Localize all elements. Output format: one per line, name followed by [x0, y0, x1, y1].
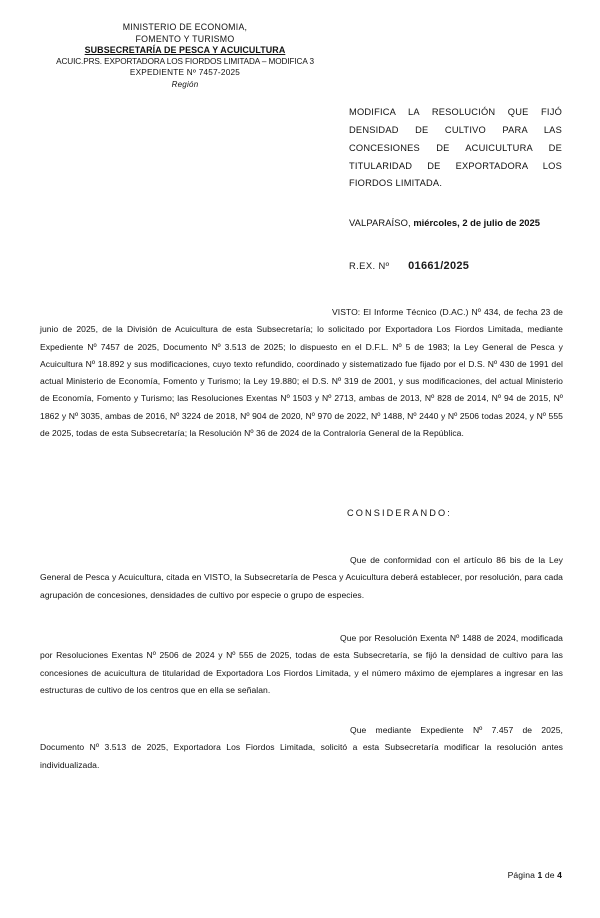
- footer-page-current: 1: [537, 870, 543, 880]
- resolution-title: MODIFICA LA RESOLUCIÓN QUE FIJÓ DENSIDAD DE CULTIVO PARA LAS CONCESIONES DE ACUICULTURA DE TITULARIDAD DE EXPORTADORA LOS FIORDOS LIMITADA.: [349, 107, 562, 189]
- considerando-item-1: [40, 552, 563, 604]
- expediente-number: EXPEDIENTE Nº 7457-2025: [129, 67, 241, 77]
- place-city: VALPARAÍSO,: [349, 217, 411, 228]
- considerando-1-body: de la Ley General de Pesca y Acuicultura, citada en VISTO, la Subsecretaría de Pesca y Acuicultura deberá establecer, por resolución, para cada agrupación de concesiones, densidades de cultivo por especie o grupo de especies.: [40, 555, 564, 600]
- footer-page-total: 4: [557, 870, 562, 880]
- considerando-item-2: [40, 630, 563, 699]
- considerando-2-body: 2024, modificada por Resoluciones Exentas Nº 2506 de 2024 y Nº 555 de 2025, todas de esta Subsecretaría, se fijó la densidad de cultivo para las concesiones de acuicultura de titularidad de Exportadora Los Fiordos Limitada, y el número máximo de ejemplares a ingresar en las estructuras de cultivo de los centros que en ella se señalan.: [40, 633, 563, 695]
- ministry-line-1: MINISTERIO DE ECONOMIA,: [122, 22, 248, 32]
- letterhead: [30, 22, 340, 90]
- considerando-heading: CONSIDERANDO:: [347, 508, 452, 518]
- resolution-number-row: [349, 260, 569, 272]
- considerando-2-lead: Que por Resolución Exenta Nº 1488 de: [340, 633, 494, 643]
- considerando-3-body: 2025, Documento Nº 3.513 de 2025, Exportadora Los Fiordos Limitada, solicitó a esta Subsecretaría modificar la resolución antes individualizada.: [40, 725, 563, 770]
- organization-name: SUBSECRETARÍA DE PESCA Y ACUICULTURA: [84, 45, 286, 56]
- page-footer: [508, 870, 562, 880]
- place-and-date: [349, 217, 569, 228]
- visto-body: fecha 23 de junio de 2025, de la División de Acuicultura de esta Subsecretaría; lo solicitado por Exportadora Los Fiordos Limitada, mediante Expediente Nº 7457 de 2025, Documento Nº 3.513 de 2025; lo dispuesto en el D.F.L. Nº 5 de 1983; la Ley General de Pesca y Acuicultura Nº 18.892 y sus modificaciones, cuyo texto refundido, coordinado y sistematizado fue fijado por el D.S. Nº 430 de 1991 del actual Ministerio de Economía, Fomento y Turismo; la Ley 19.880; el D.S. Nº 319 de 2001, y sus modificaciones, del actual Ministerio de Economía, Fomento y Turismo; las Resoluciones Exentas Nº 1503 y Nº 2713, ambas de 2013, Nº 828 de 2014, Nº 94 de 2015, Nº 1862 y Nº 3035, ambas de 2016, Nº 3224 de 2018, Nº 904 de 2020, Nº 970 de 2022, Nº 1488, Nº 2440 y Nº 2506 todas 2024, y Nº 555 de 2025, todas de esta Subsecretaría; la Resolución Nº 36 de 2024 de la Contraloría General de la República.: [40, 307, 563, 438]
- visto-lead: VISTO: El Informe Técnico (D.AC.) Nº 434, de: [332, 307, 514, 317]
- footer-page-of: de: [544, 870, 555, 880]
- footer-page-label: Página: [507, 870, 535, 880]
- resolution-number-value: 01661/2025: [408, 260, 470, 272]
- ministry-line-2: FOMENTO Y TURISMO: [135, 33, 235, 44]
- considerando-1-lead: Que de conformidad con el artículo 86 bis: [350, 555, 521, 565]
- considerando-item-3: [40, 722, 563, 774]
- issue-date: miércoles, 2 de julio de 2025: [413, 217, 540, 228]
- considerando-3-lead: Que mediante Expediente Nº 7.457 de: [350, 725, 533, 735]
- region-label: Región: [171, 79, 199, 89]
- resolution-number-label: R.EX. Nº: [349, 260, 390, 271]
- visto-paragraph: [40, 304, 563, 442]
- document-subject-code: ACUIC.PRS. EXPORTADORA LOS FIORDOS LIMITADA – MODIFICA 3: [56, 56, 314, 66]
